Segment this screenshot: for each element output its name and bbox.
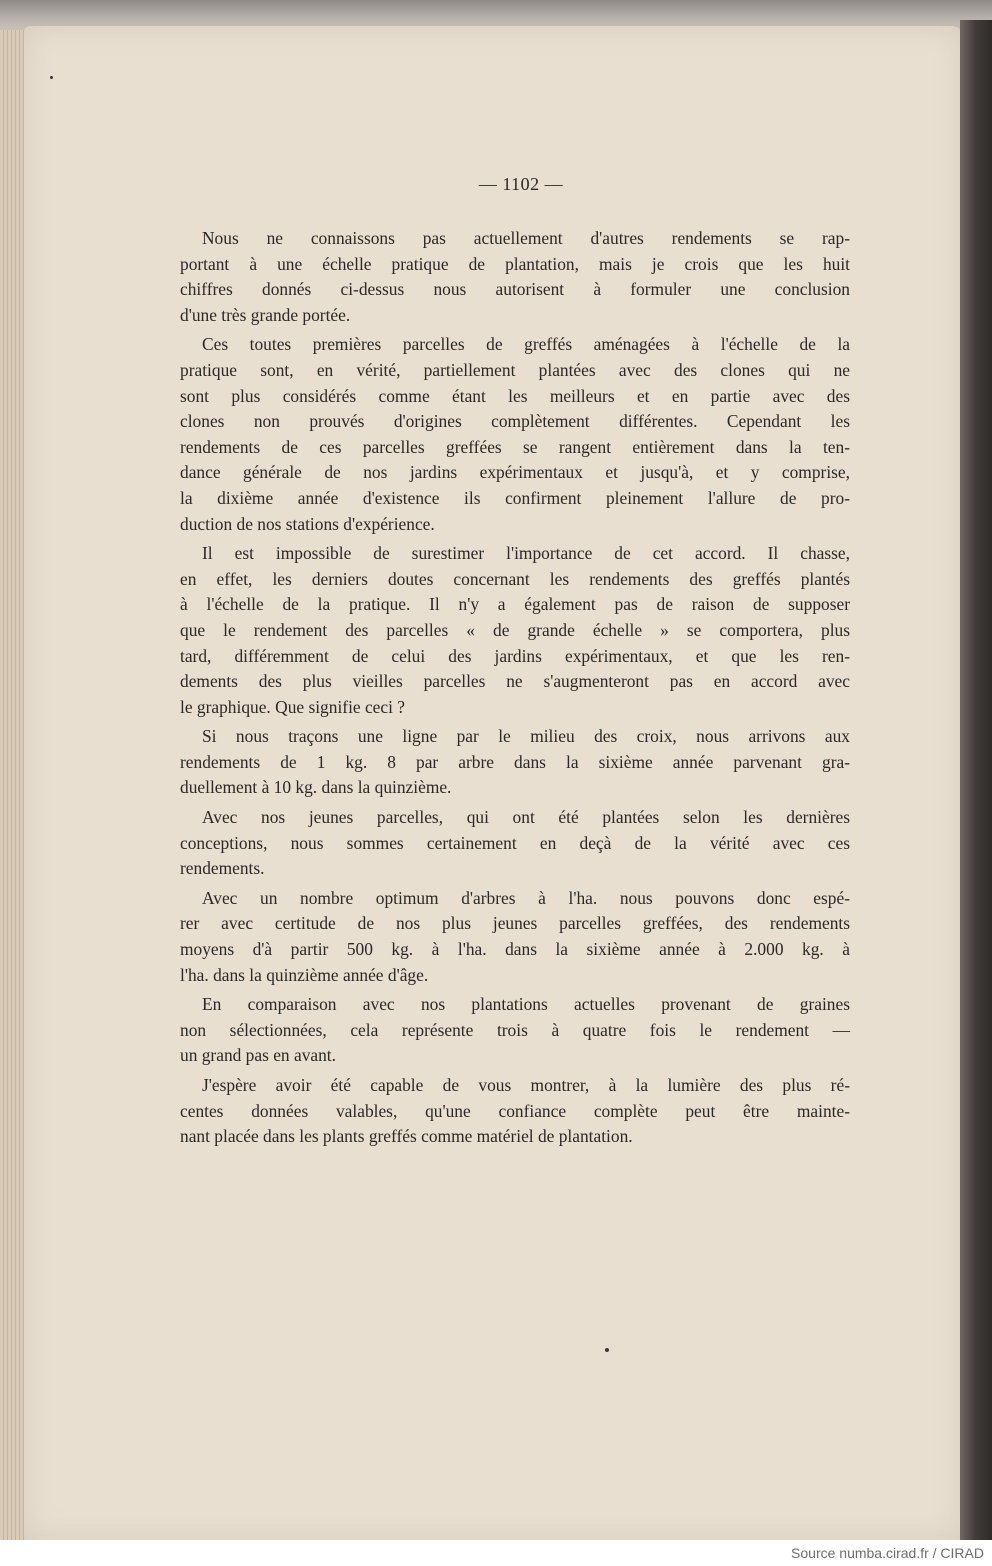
text-line: portant à une échelle pratique de plantation, mais je crois que les huit — [180, 253, 850, 274]
paragraph — [180, 805, 850, 882]
text-line: Avec un nombre optimum d'arbres à l'ha. nous pouvons donc espé- — [202, 887, 850, 908]
text-line: pratique sont, en vérité, partiellement plantées avec des clones qui ne — [180, 359, 850, 380]
text-line: centes données valables, qu'une confiance complète peut être mainte- — [180, 1100, 850, 1121]
book-spine-shadow — [960, 20, 992, 1540]
text-line: clones non prouvés d'origines complètement différentes. Cependant les — [180, 411, 850, 432]
paragraph — [180, 541, 850, 720]
text-line: Nous ne connaissons pas actuellement d'autres rendements se rap- — [202, 228, 850, 248]
text-line: que le rendement des parcelles « de grande échelle » se comportera, plus — [180, 619, 850, 640]
source-caption: Source numba.cirad.fr / CIRAD — [791, 1545, 984, 1561]
text-line: Avec nos jeunes parcelles, qui ont été plantées selon les dernières — [202, 807, 850, 828]
paragraph — [180, 1073, 850, 1150]
text-line: Ces toutes premières parcelles de greffés aménagées à l'échelle de la — [202, 334, 850, 355]
paragraph — [180, 332, 850, 537]
text-line: nant placée dans les plants greffés comme matériel de plantation. — [180, 1126, 633, 1147]
text-line: à l'échelle de la pratique. Il n'y a également pas de raison de supposer — [180, 594, 850, 615]
page-number: — 1102 — — [478, 174, 564, 194]
text-line: Si nous traçons une ligne par le milieu des croix, nous arrivons aux — [202, 726, 850, 747]
body-text — [180, 226, 850, 1154]
text-line: Il est impossible de surestimer l'importance de cet accord. Il chasse, — [202, 543, 850, 564]
text-line: tard, différemment de celui des jardins expérimentaux, et que les ren- — [180, 645, 850, 666]
text-line: dance générale de nos jardins expérimentaux et jusqu'à, et y comprise, — [180, 462, 850, 483]
paragraph — [180, 992, 850, 1069]
paragraph — [180, 226, 850, 328]
text-line: rendements. — [180, 858, 265, 879]
text-line: le graphique. Que signifie ceci ? — [180, 696, 406, 717]
text-line: un grand pas en avant. — [180, 1045, 336, 1066]
text-line: J'espère avoir été capable de vous montrer, à la lumière des plus ré- — [202, 1075, 850, 1095]
text-line: rer avec certitude de nos plus jeunes parcelles greffées, des rendements — [180, 913, 850, 934]
text-line: en effet, les derniers doutes concernant les rendements des greffés plantés — [180, 568, 850, 589]
text-line: rendements de 1 kg. 8 par arbre dans la sixième année parvenant gra- — [180, 751, 850, 772]
text-line: duction de nos stations d'expérience. — [180, 513, 435, 534]
text-line: duellement à 10 kg. dans la quinzième. — [180, 777, 452, 798]
text-line: rendements de ces parcelles greffées se rangent entièrement dans la ten- — [180, 436, 850, 457]
text-line: moyens d'à partir 500 kg. à l'ha. dans la sixième année à 2.000 kg. à — [180, 939, 850, 960]
text-line: non sélectionnées, cela représente trois à quatre fois le rendement — — [180, 1019, 850, 1040]
paragraph — [180, 886, 850, 988]
text-line: conceptions, nous sommes certainement en deçà de la vérité avec ces — [180, 832, 850, 853]
text-line: l'ha. dans la quinzième année d'âge. — [180, 964, 429, 985]
paragraph — [180, 724, 850, 801]
ink-speck — [605, 1348, 609, 1352]
text-line: sont plus considérés comme étant les meilleurs et en partie avec des — [180, 385, 850, 406]
text-line: d'une très grande portée. — [180, 304, 351, 325]
text-line: dements des plus vieilles parcelles ne s'augmenteront pas en accord avec — [180, 671, 850, 692]
text-line: chiffres donnés ci-dessus nous autorisent à formuler une conclusion — [180, 279, 850, 300]
text-line: En comparaison avec nos plantations actuelles provenant de graines — [202, 994, 850, 1015]
ink-speck — [50, 76, 53, 79]
text-line: la dixième année d'existence ils confirment pleinement l'allure de pro- — [180, 487, 850, 508]
